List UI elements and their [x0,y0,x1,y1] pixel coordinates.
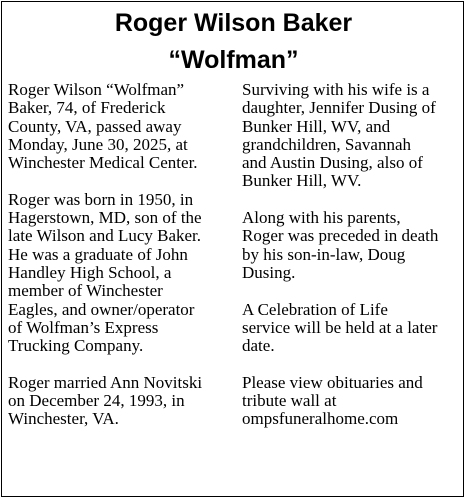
paragraph-preceded: Along with his parents, Roger was preceded in death by his son-in-law, Doug Dusing. [242,208,439,282]
paragraph-tribute: Please view obituaries and tribute wall at ompsfuneralhome.com [242,372,423,429]
paragraph-marriage: Roger married Ann Novitski on December 24, 1993, in Winchester, VA. [8,372,203,429]
left-column [8,81,230,447]
paragraph-passing: Roger Wilson “Wolfman” Baker, 74, of Frederick County, VA, passed away Monday, June 30, 2025, at Winchester Medical Center. [8,80,198,173]
obituary-name: Roger Wilson Baker [114,9,353,37]
paragraph-survivors: Surviving with his wife is a daughter, Jennifer Dusing of Bunker Hill, WV, and grandchildren, Savannah and Austin Dusing, also of Bunker Hill, WV. [242,80,436,191]
right-column [242,81,464,447]
obituary-nickname: “Wolfman” [168,46,299,74]
paragraph-biography: Roger was born in 1950, in Hagerstown, MD, son of the late Wilson and Lucy Baker. He was a graduate of John Handley High School, a member of Winchester Eagles, and owner/operator of Wolfman’s Express Trucking Company. [8,189,202,356]
paragraph-service: A Celebration of Life service will be held at a later date. [242,299,438,356]
